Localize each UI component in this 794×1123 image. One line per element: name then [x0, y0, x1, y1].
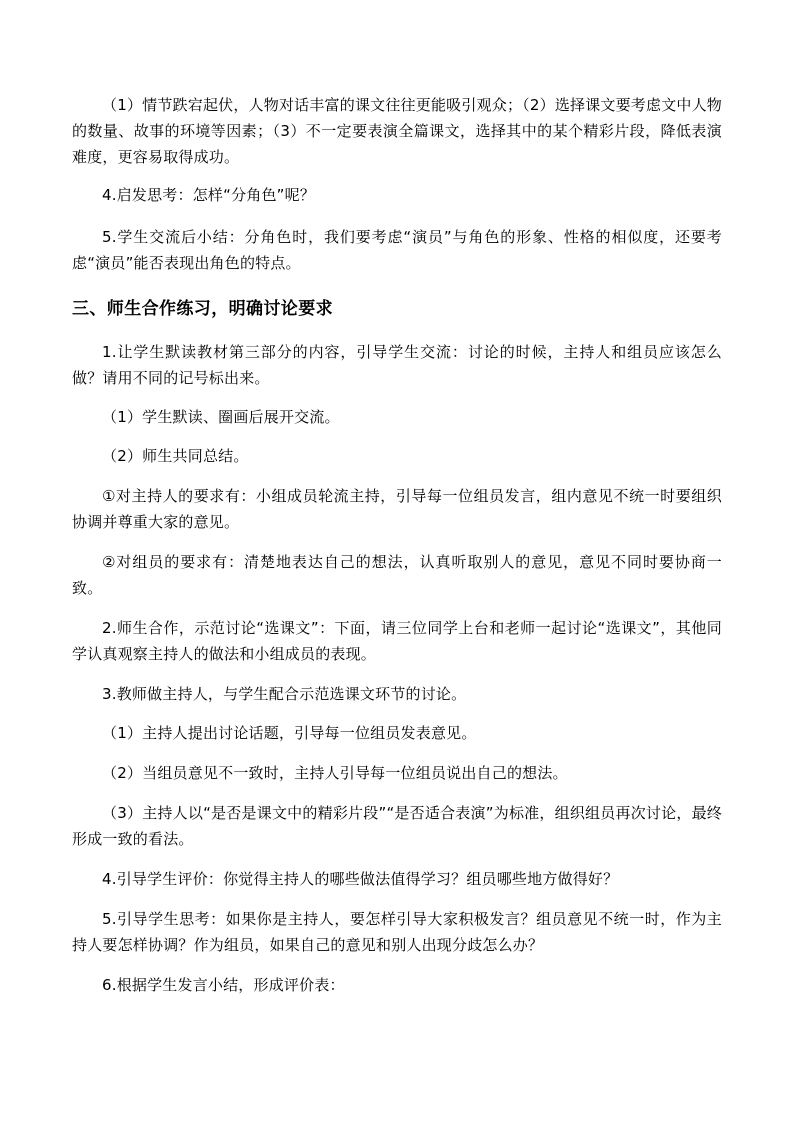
paragraph-substep-1: （1）学生默读、圈画后展开交流。: [102, 408, 340, 426]
section-heading: 三、师生合作练习，明确讨论要求: [72, 299, 333, 319]
paragraph-step-3-substep-1: （1）主持人提出讨论话题，引导每一位组员发表意见。: [102, 724, 477, 742]
paragraph-member-requirements: ②对组员的要求有：清楚地表达自己的想法，认真听取别人的意见，意见不同时要协商一致。: [72, 553, 722, 597]
paragraph-step-4-question: 4.启发思考：怎样“分角色”呢？: [102, 186, 316, 204]
paragraph-host-requirements: ①对主持人的要求有：小组成员轮流主持，引导每一位组员发言，组内意见不统一时要组织协调并尊重大家的意见。: [72, 487, 722, 531]
paragraph-section-step-1: 1.让学生默读教材第三部分的内容，引导学生交流：讨论的时候，主持人和组员应该怎么做？请用不同的记号标出来。: [72, 343, 722, 387]
paragraph-section-step-2: 2.师生合作，示范讨论“选课文”：下面，请三位同学上台和老师一起讨论“选课文”，其他同学认真观察主持人的做法和小组成员的表现。: [72, 619, 722, 663]
paragraph-step-3-substep-2: （2）当组员意见不一致时，主持人引导每一位组员说出自己的想法。: [102, 764, 568, 782]
paragraph-section-step-5: 5.引导学生思考：如果你是主持人，要怎样引导大家积极发言？组员意见不统一时，作为主持人要怎样协调？作为组员，如果自己的意见和别人出现分歧怎么办？: [72, 910, 722, 954]
paragraph-substep-2: （2）师生共同总结。: [102, 447, 249, 465]
paragraph-step-5-summary: 5.学生交流后小结：分角色时，我们要考虑“演员”与角色的形象、性格的相似度，还要考虑“演员”能否表现出角色的特点。: [72, 228, 722, 272]
paragraph-section-step-4: 4.引导学生评价：你觉得主持人的哪些做法值得学习？组员哪些地方做得好？: [102, 870, 619, 888]
paragraph-step-3-substep-3: （3）主持人以“是否是课文中的精彩片段”“是否适合表演”为标准，组织组员再次讨论，最终形成一致的看法。: [72, 804, 722, 848]
paragraph-section-step-6: 6.根据学生发言小结，形成评价表：: [102, 976, 345, 994]
document-page: [72, 92, 722, 998]
paragraph-course-selection-tips: （1）情节跌宕起伏，人物对话丰富的课文往往更能吸引观众；（2）选择课文要考虑文中人物的数量、故事的环境等因素；（3）不一定要表演全篇课文，选择其中的某个精彩片段，降低表演难度，更容易取得成功。: [72, 96, 722, 166]
paragraph-section-step-3: 3.教师做主持人，与学生配合示范选课文环节的讨论。: [102, 685, 467, 703]
